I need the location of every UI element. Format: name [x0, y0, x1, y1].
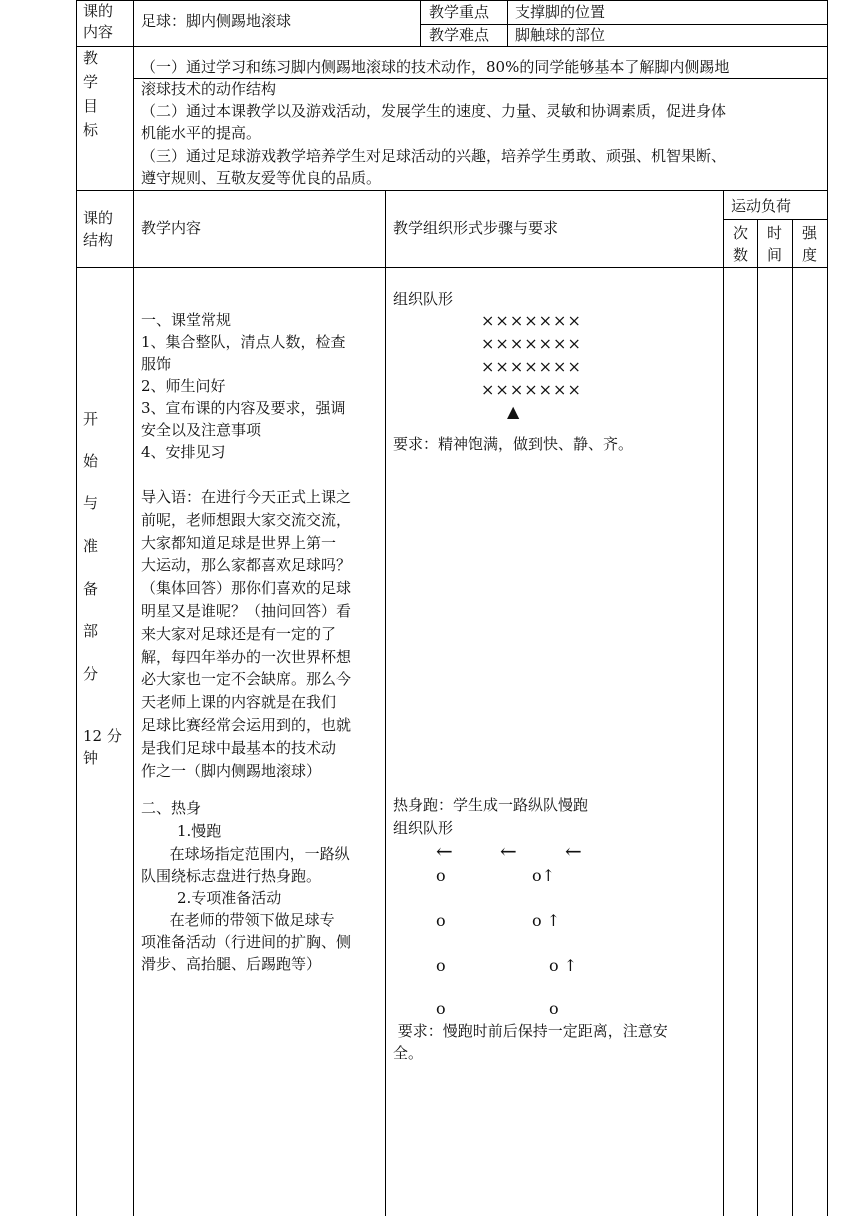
- formation-row: ×××××××: [481, 334, 582, 353]
- special-desc: 在老师的带领下做足球专 项准备活动（行进间的扩胸、侧 滑步、高抬腿、后踢跑等）: [141, 911, 352, 973]
- difficulty-label: 教学难点: [429, 26, 490, 44]
- goals-label: 教 学 目 标: [83, 49, 99, 139]
- goals-bottom-line: [76, 190, 828, 191]
- difficulty: 脚触球的部位: [515, 26, 606, 44]
- load-col-divider: [723, 190, 724, 1216]
- header-mid-divider: [420, 0, 421, 46]
- course-content-label: 课的 内容: [83, 2, 114, 41]
- teacher-mark: ▲: [507, 402, 520, 421]
- warmup-label: 热身跑：学生成一路纵队慢跑: [393, 796, 589, 814]
- count-header: 次 数: [733, 224, 749, 264]
- formation-label: 组织队形: [393, 290, 454, 308]
- load-header-divider: [723, 219, 828, 220]
- requirement-2: 要求：慢跑时前后保持一定距离，注意安 全。: [393, 1022, 668, 1062]
- cone-marker: o ↑: [549, 956, 578, 975]
- goal-item-3: （三）通过足球游戏教学培养学生对足球活动的兴趣，培养学生勇敢、顽强、机智果断、 遵守规则、互敬友爱等优良的品质。: [141, 147, 727, 187]
- content-header: 教学内容: [141, 219, 202, 237]
- arrow-left-icon: ←: [500, 839, 517, 863]
- section-char: 备: [83, 580, 99, 598]
- formation-row: ×××××××: [481, 380, 582, 399]
- requirement-1: 要求：精神饱满，做到快、静、齐。: [393, 435, 634, 453]
- section-char: 分: [83, 665, 99, 683]
- load-header: 运动负荷: [731, 197, 792, 215]
- jog-desc: 在球场指定范围内，一路纵 队围绕标志盘进行热身跑。: [141, 845, 350, 885]
- section-char: 与: [83, 494, 99, 512]
- intensity-header: 强 度: [802, 224, 818, 264]
- course-content: 足球：脚内侧踢地滚球: [141, 12, 292, 30]
- time-header: 时 间: [767, 224, 783, 264]
- header-label-divider: [507, 0, 508, 46]
- cone-marker: o: [436, 911, 446, 930]
- key-point-label: 教学重点: [429, 3, 490, 21]
- cone-marker: o: [436, 999, 446, 1018]
- cone-marker: o ↑: [532, 911, 561, 930]
- structure-header: 课的 结构: [83, 209, 114, 249]
- routine-items: 1、集合整队，清点人数，检查 服饰 2、师生问好 3、宣布课的内容及要求，强调 安全以及注意事项 4、安排见习: [141, 333, 346, 461]
- cone-marker: o: [436, 866, 446, 885]
- label-col-divider: [133, 0, 134, 1216]
- goal-item-1: （一）通过学习和练习脚内侧踢地滚球的技术动作，80%的同学能够基本了解脚内侧踢地 滚球技术的动作结构: [141, 58, 730, 98]
- header-bottom-line: [76, 46, 828, 47]
- content-col-divider: [385, 190, 386, 1216]
- formation-row: ×××××××: [481, 357, 582, 376]
- key-point: 支撑脚的位置: [515, 3, 606, 21]
- section-char: 始: [83, 452, 99, 470]
- section-char: 准: [83, 537, 99, 555]
- intensity-col-divider: [792, 219, 793, 1216]
- arrow-left-icon: ←: [565, 839, 582, 863]
- time-col-divider: [757, 219, 758, 1216]
- intro-text: 导入语：在进行今天正式上课之 前呢，老师想跟大家交流交流， 大家都知道足球是世界上第一 大运动，那么家都喜欢足球吗？ （集体回答）那你们喜欢的足球 明星又是谁呢？（抽问回答）看 来大家对足球还是有一定的了 解，每四年举办的一次世界杯想 必大家也一定不会缺席。那么今 天老师上课的内容就是在我们 足球比赛经常会运用到的，也就 是我们足球中最基本的技术动 作之一（脚内侧踢地滚球）: [141, 488, 352, 780]
- table-header-bottom-line: [76, 267, 828, 268]
- arrow-left-icon: ←: [436, 839, 453, 863]
- goal-item-2: （二）通过本课教学以及游戏活动，发展学生的速度、力量、灵敏和协调素质，促进身体 机能水平的提高。: [141, 102, 727, 142]
- cone-marker: o: [436, 956, 446, 975]
- right-border: [827, 0, 828, 1216]
- jog-title: 1.慢跑: [177, 822, 222, 840]
- left-border: [76, 0, 77, 1216]
- warmup-title: 二、热身: [141, 799, 202, 817]
- formation-row: ×××××××: [481, 311, 582, 330]
- routine-title: 一、课堂常规: [141, 311, 232, 329]
- organization-header: 教学组织形式步骤与要求: [393, 219, 559, 237]
- section-char: 部: [83, 622, 99, 640]
- section-duration: 12 分 钟: [83, 727, 122, 767]
- section-char: 开: [83, 410, 99, 428]
- formation-label-2: 组织队形: [393, 819, 454, 837]
- special-title: 2.专项准备活动: [177, 889, 282, 907]
- cone-marker: o↑: [532, 866, 556, 885]
- cone-marker: o: [549, 999, 559, 1018]
